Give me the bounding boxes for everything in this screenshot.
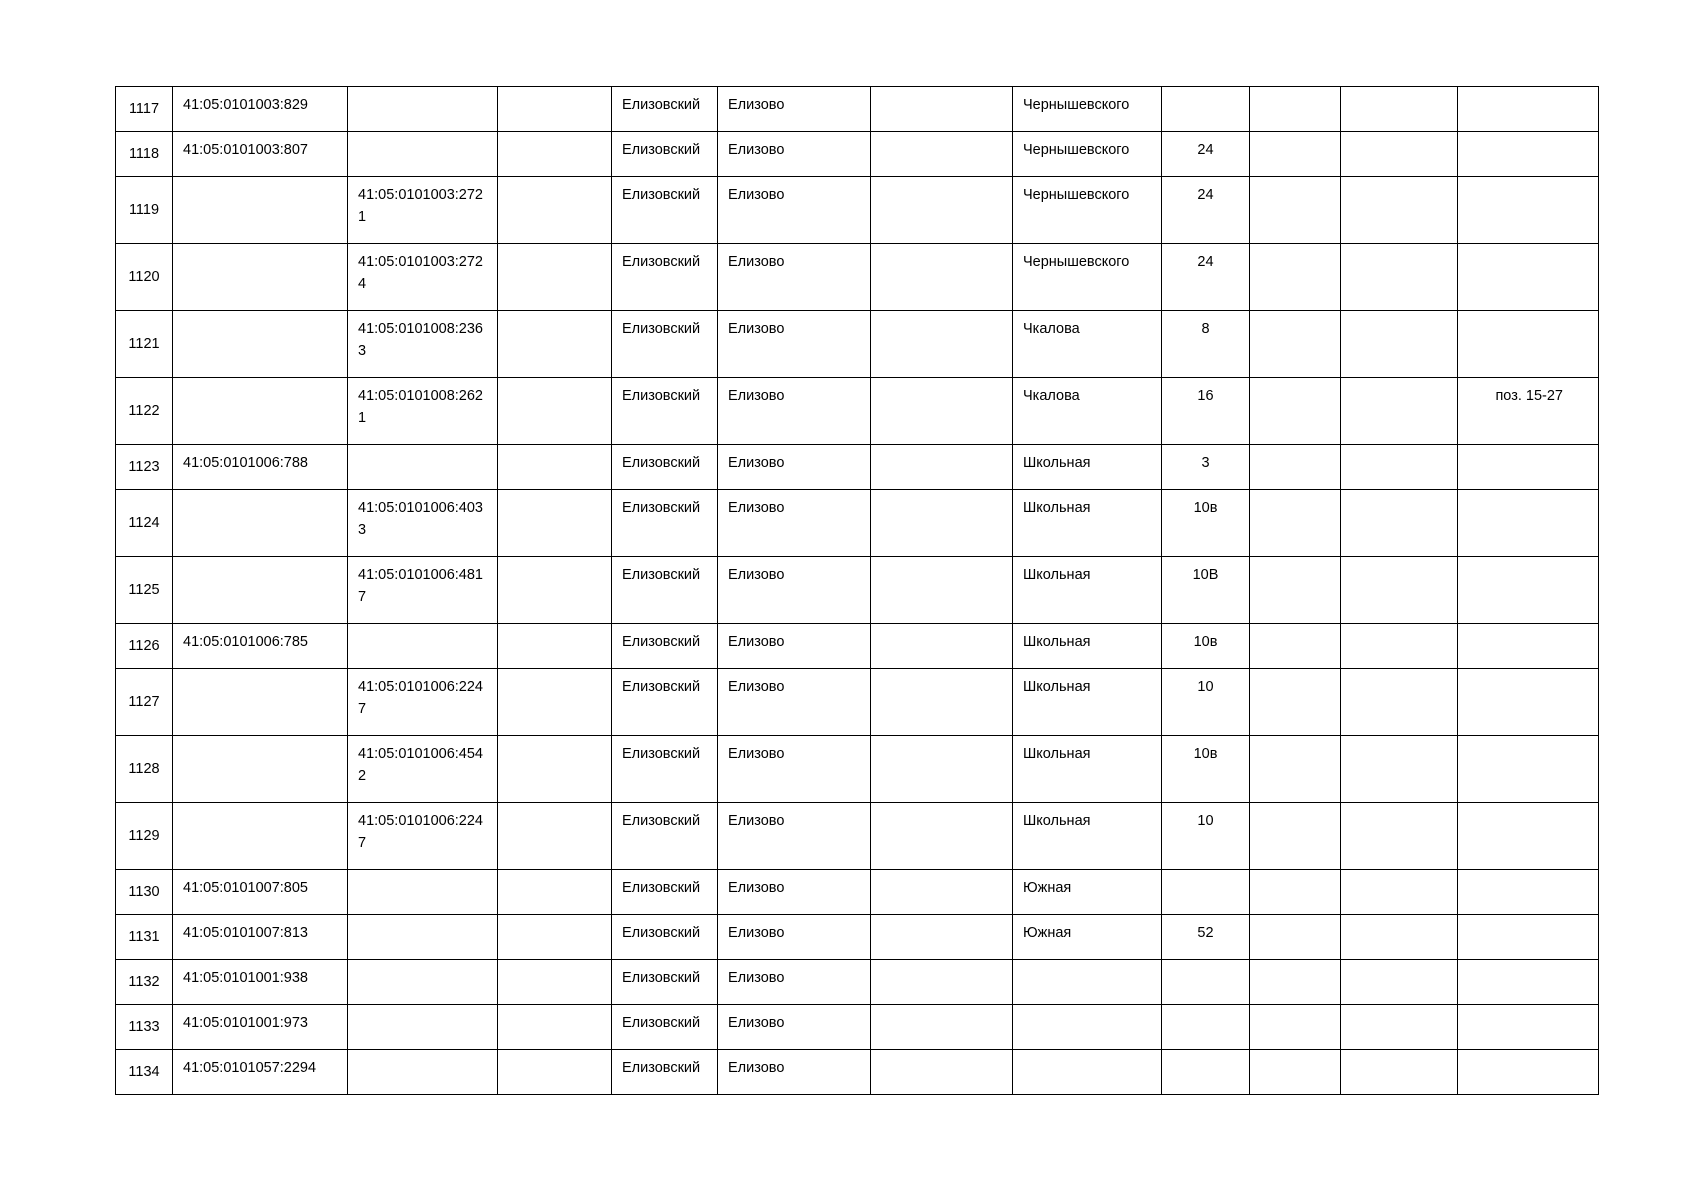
table-row (116, 870, 1599, 915)
table-row (116, 736, 1599, 803)
house-number-cell: 8 (1162, 311, 1250, 378)
building-cadastral-number-cell (348, 915, 498, 960)
empty-cell (871, 132, 1013, 177)
empty-cell (498, 669, 612, 736)
empty-cell (1341, 870, 1458, 915)
empty-cell (1341, 378, 1458, 445)
empty-cell (1341, 244, 1458, 311)
row-number-cell: 1122 (116, 378, 173, 445)
row-number-cell: 1118 (116, 132, 173, 177)
empty-cell (871, 624, 1013, 669)
street-cell: Чернышевского (1013, 87, 1162, 132)
empty-cell (1250, 1005, 1341, 1050)
cadastral-number-cell (173, 557, 348, 624)
building-cadastral-number-cell (348, 960, 498, 1005)
empty-cell (498, 311, 612, 378)
note-cell (1458, 445, 1599, 490)
table-row (116, 311, 1599, 378)
table-row (116, 624, 1599, 669)
empty-cell (498, 378, 612, 445)
cadastral-number-cell (173, 736, 348, 803)
empty-cell (1250, 445, 1341, 490)
empty-cell (1250, 1050, 1341, 1095)
cadastral-number-cell (173, 378, 348, 445)
row-number-cell: 1131 (116, 915, 173, 960)
house-number-cell: 24 (1162, 244, 1250, 311)
empty-cell (1341, 1050, 1458, 1095)
building-cadastral-number-cell (348, 87, 498, 132)
building-cadastral-number-cell: 41:05:0101003:2724 (348, 244, 498, 311)
house-number-cell (1162, 1050, 1250, 1095)
building-cadastral-number-cell: 41:05:0101006:4542 (348, 736, 498, 803)
empty-cell (871, 445, 1013, 490)
house-number-cell: 10в (1162, 736, 1250, 803)
street-cell: Школьная (1013, 736, 1162, 803)
city-cell: Елизово (718, 557, 871, 624)
street-cell: Чернышевского (1013, 244, 1162, 311)
building-cadastral-number-cell (348, 445, 498, 490)
empty-cell (1341, 624, 1458, 669)
row-number-cell: 1117 (116, 87, 173, 132)
street-cell: Чернышевского (1013, 132, 1162, 177)
note-cell (1458, 490, 1599, 557)
note-cell (1458, 960, 1599, 1005)
street-cell (1013, 1050, 1162, 1095)
empty-cell (498, 624, 612, 669)
table-row (116, 669, 1599, 736)
empty-cell (871, 244, 1013, 311)
street-cell: Южная (1013, 870, 1162, 915)
empty-cell (1341, 445, 1458, 490)
empty-cell (498, 1050, 612, 1095)
empty-cell (871, 311, 1013, 378)
empty-cell (1250, 803, 1341, 870)
empty-cell (498, 1005, 612, 1050)
row-number-cell: 1127 (116, 669, 173, 736)
empty-cell (871, 490, 1013, 557)
district-cell: Елизовский (612, 378, 718, 445)
house-number-cell: 10 (1162, 803, 1250, 870)
district-cell: Елизовский (612, 311, 718, 378)
empty-cell (1341, 915, 1458, 960)
cadastral-number-cell (173, 803, 348, 870)
empty-cell (1250, 244, 1341, 311)
note-cell (1458, 132, 1599, 177)
district-cell: Елизовский (612, 177, 718, 244)
empty-cell (498, 736, 612, 803)
empty-cell (1250, 915, 1341, 960)
cadastral-number-cell: 41:05:0101003:829 (173, 87, 348, 132)
empty-cell (871, 177, 1013, 244)
table-row (116, 803, 1599, 870)
row-number-cell: 1133 (116, 1005, 173, 1050)
building-cadastral-number-cell: 41:05:0101003:2721 (348, 177, 498, 244)
city-cell: Елизово (718, 177, 871, 244)
city-cell: Елизово (718, 87, 871, 132)
table-row (116, 960, 1599, 1005)
house-number-cell (1162, 960, 1250, 1005)
building-cadastral-number-cell (348, 870, 498, 915)
empty-cell (1341, 311, 1458, 378)
cadastral-number-cell (173, 490, 348, 557)
row-number-cell: 1134 (116, 1050, 173, 1095)
note-cell (1458, 915, 1599, 960)
table-body (116, 87, 1599, 1095)
cadastral-number-cell: 41:05:0101001:973 (173, 1005, 348, 1050)
empty-cell (498, 870, 612, 915)
row-number-cell: 1119 (116, 177, 173, 244)
empty-cell (871, 736, 1013, 803)
district-cell: Елизовский (612, 870, 718, 915)
row-number-cell: 1129 (116, 803, 173, 870)
row-number-cell: 1124 (116, 490, 173, 557)
empty-cell (1341, 960, 1458, 1005)
city-cell: Елизово (718, 736, 871, 803)
house-number-cell (1162, 1005, 1250, 1050)
empty-cell (871, 1050, 1013, 1095)
city-cell: Елизово (718, 669, 871, 736)
note-cell (1458, 803, 1599, 870)
district-cell: Елизовский (612, 960, 718, 1005)
empty-cell (1250, 311, 1341, 378)
house-number-cell (1162, 87, 1250, 132)
building-cadastral-number-cell (348, 624, 498, 669)
district-cell: Елизовский (612, 1005, 718, 1050)
district-cell: Елизовский (612, 624, 718, 669)
note-cell (1458, 624, 1599, 669)
note-cell (1458, 1050, 1599, 1095)
city-cell: Елизово (718, 378, 871, 445)
building-cadastral-number-cell: 41:05:0101006:2247 (348, 803, 498, 870)
district-cell: Елизовский (612, 490, 718, 557)
table-row (116, 378, 1599, 445)
house-number-cell (1162, 870, 1250, 915)
building-cadastral-number-cell (348, 1050, 498, 1095)
district-cell: Елизовский (612, 803, 718, 870)
building-cadastral-number-cell: 41:05:0101008:2363 (348, 311, 498, 378)
building-cadastral-number-cell (348, 132, 498, 177)
row-number-cell: 1120 (116, 244, 173, 311)
empty-cell (1250, 177, 1341, 244)
district-cell: Елизовский (612, 87, 718, 132)
table-row (116, 177, 1599, 244)
note-cell: поз. 15-27 (1458, 378, 1599, 445)
district-cell: Елизовский (612, 244, 718, 311)
empty-cell (498, 244, 612, 311)
cadastral-number-cell (173, 311, 348, 378)
empty-cell (498, 87, 612, 132)
empty-cell (498, 445, 612, 490)
table-row (116, 87, 1599, 132)
table-row (116, 490, 1599, 557)
street-cell (1013, 960, 1162, 1005)
note-cell (1458, 311, 1599, 378)
cadastral-number-cell (173, 177, 348, 244)
empty-cell (871, 870, 1013, 915)
city-cell: Елизово (718, 445, 871, 490)
empty-cell (871, 1005, 1013, 1050)
empty-cell (871, 960, 1013, 1005)
note-cell (1458, 177, 1599, 244)
street-cell: Школьная (1013, 669, 1162, 736)
empty-cell (498, 960, 612, 1005)
house-number-cell: 3 (1162, 445, 1250, 490)
note-cell (1458, 557, 1599, 624)
empty-cell (1341, 1005, 1458, 1050)
empty-cell (871, 803, 1013, 870)
row-number-cell: 1125 (116, 557, 173, 624)
empty-cell (871, 557, 1013, 624)
empty-cell (1250, 624, 1341, 669)
city-cell: Елизово (718, 803, 871, 870)
empty-cell (1250, 132, 1341, 177)
street-cell: Школьная (1013, 557, 1162, 624)
cadastral-number-cell: 41:05:0101001:938 (173, 960, 348, 1005)
row-number-cell: 1121 (116, 311, 173, 378)
street-cell: Чкалова (1013, 311, 1162, 378)
empty-cell (1250, 736, 1341, 803)
row-number-cell: 1123 (116, 445, 173, 490)
building-cadastral-number-cell (348, 1005, 498, 1050)
table-row (116, 132, 1599, 177)
building-cadastral-number-cell: 41:05:0101006:2247 (348, 669, 498, 736)
empty-cell (498, 915, 612, 960)
table-row (116, 244, 1599, 311)
district-cell: Елизовский (612, 445, 718, 490)
empty-cell (1250, 669, 1341, 736)
street-cell: Школьная (1013, 624, 1162, 669)
empty-cell (1250, 87, 1341, 132)
empty-cell (871, 669, 1013, 736)
district-cell: Елизовский (612, 669, 718, 736)
cadastral-number-cell: 41:05:0101007:805 (173, 870, 348, 915)
empty-cell (1341, 803, 1458, 870)
table-row (116, 1050, 1599, 1095)
empty-cell (498, 177, 612, 244)
house-number-cell: 10В (1162, 557, 1250, 624)
street-cell: Школьная (1013, 445, 1162, 490)
city-cell: Елизово (718, 915, 871, 960)
district-cell: Елизовский (612, 557, 718, 624)
registry-table (115, 86, 1599, 1095)
row-number-cell: 1130 (116, 870, 173, 915)
city-cell: Елизово (718, 132, 871, 177)
empty-cell (1341, 736, 1458, 803)
house-number-cell: 10в (1162, 490, 1250, 557)
empty-cell (1341, 87, 1458, 132)
cadastral-number-cell: 41:05:0101003:807 (173, 132, 348, 177)
empty-cell (1341, 490, 1458, 557)
city-cell: Елизово (718, 870, 871, 915)
district-cell: Елизовский (612, 736, 718, 803)
empty-cell (871, 378, 1013, 445)
cadastral-number-cell (173, 669, 348, 736)
empty-cell (1341, 557, 1458, 624)
row-number-cell: 1126 (116, 624, 173, 669)
table-row (116, 445, 1599, 490)
city-cell: Елизово (718, 1005, 871, 1050)
empty-cell (498, 490, 612, 557)
house-number-cell: 10 (1162, 669, 1250, 736)
empty-cell (498, 557, 612, 624)
street-cell: Школьная (1013, 490, 1162, 557)
building-cadastral-number-cell: 41:05:0101006:4817 (348, 557, 498, 624)
empty-cell (1250, 870, 1341, 915)
table-row (116, 557, 1599, 624)
street-cell: Южная (1013, 915, 1162, 960)
cadastral-number-cell: 41:05:0101006:785 (173, 624, 348, 669)
city-cell: Елизово (718, 311, 871, 378)
building-cadastral-number-cell: 41:05:0101008:2621 (348, 378, 498, 445)
empty-cell (871, 915, 1013, 960)
city-cell: Елизово (718, 960, 871, 1005)
empty-cell (1250, 960, 1341, 1005)
city-cell: Елизово (718, 1050, 871, 1095)
note-cell (1458, 736, 1599, 803)
district-cell: Елизовский (612, 132, 718, 177)
street-cell: Чернышевского (1013, 177, 1162, 244)
empty-cell (871, 87, 1013, 132)
empty-cell (1250, 557, 1341, 624)
table-row (116, 1005, 1599, 1050)
city-cell: Елизово (718, 244, 871, 311)
empty-cell (1341, 669, 1458, 736)
cadastral-number-cell: 41:05:0101007:813 (173, 915, 348, 960)
house-number-cell: 24 (1162, 177, 1250, 244)
empty-cell (498, 803, 612, 870)
district-cell: Елизовский (612, 1050, 718, 1095)
note-cell (1458, 244, 1599, 311)
cadastral-number-cell (173, 244, 348, 311)
note-cell (1458, 870, 1599, 915)
table-row (116, 915, 1599, 960)
street-cell: Школьная (1013, 803, 1162, 870)
empty-cell (1250, 490, 1341, 557)
empty-cell (1341, 132, 1458, 177)
city-cell: Елизово (718, 490, 871, 557)
empty-cell (1250, 378, 1341, 445)
street-cell: Чкалова (1013, 378, 1162, 445)
house-number-cell: 10в (1162, 624, 1250, 669)
house-number-cell: 52 (1162, 915, 1250, 960)
building-cadastral-number-cell: 41:05:0101006:4033 (348, 490, 498, 557)
street-cell (1013, 1005, 1162, 1050)
row-number-cell: 1132 (116, 960, 173, 1005)
cadastral-number-cell: 41:05:0101057:2294 (173, 1050, 348, 1095)
row-number-cell: 1128 (116, 736, 173, 803)
house-number-cell: 24 (1162, 132, 1250, 177)
city-cell: Елизово (718, 624, 871, 669)
note-cell (1458, 1005, 1599, 1050)
empty-cell (1341, 177, 1458, 244)
house-number-cell: 16 (1162, 378, 1250, 445)
note-cell (1458, 87, 1599, 132)
district-cell: Елизовский (612, 915, 718, 960)
empty-cell (498, 132, 612, 177)
cadastral-number-cell: 41:05:0101006:788 (173, 445, 348, 490)
note-cell (1458, 669, 1599, 736)
